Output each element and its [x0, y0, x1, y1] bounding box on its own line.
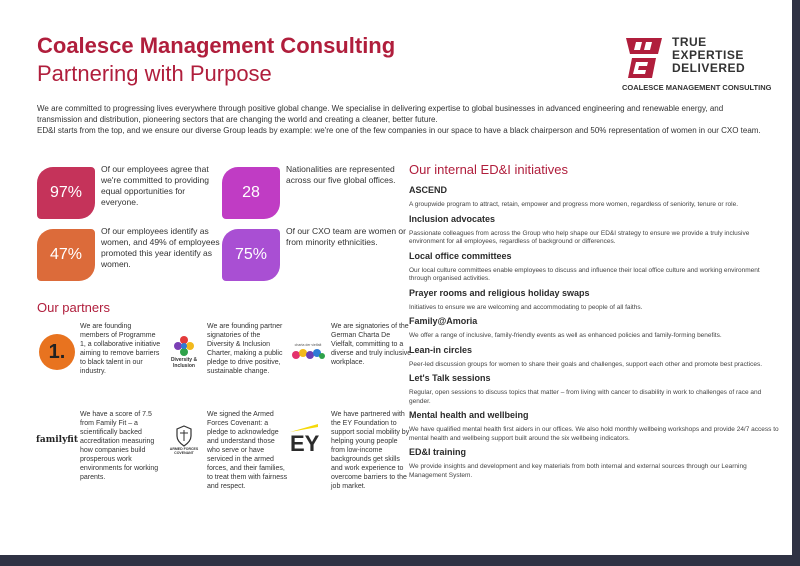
initiative-desc: Our local culture committees enable employees to discuss and influence their local office culture and working environment through organised activities.: [409, 266, 760, 282]
ey-logo-text: EY: [290, 431, 320, 456]
stat-card: [222, 226, 412, 284]
initiative-title: ASCEND: [409, 185, 448, 195]
ey-logo: [288, 410, 330, 470]
logo-line-2: EXPERTISE: [672, 48, 744, 62]
stat-value: 28: [222, 167, 280, 219]
stat-card: [222, 164, 412, 222]
initiative-title: Lean-in circles: [409, 344, 473, 355]
partner-text: We are signatories of the German Charta De Vielfalt, committing to a diverse and truly inclusive workplace.: [331, 323, 412, 366]
partner-ey: [288, 410, 413, 510]
page-title: Coalesce Management Consulting: [37, 33, 396, 58]
initiative-item: [409, 316, 779, 341]
initiative-title: Local office committees: [409, 250, 512, 261]
armed-forces-logo-text: ARMED FORCES COVENANT: [169, 446, 199, 455]
programme1-logo: [37, 322, 77, 382]
programme1-logo-text: 1.: [39, 334, 75, 370]
initiative-title: Prayer rooms and religious holiday swaps: [409, 287, 590, 298]
initiatives-heading: Our internal ED&I initiatives: [409, 162, 568, 177]
stat-text: Of our employees agree that we're committed to providing equal opportunities for everyone.: [101, 164, 209, 207]
partner-programme1: [37, 322, 162, 422]
initiative-desc: Passionate colleagues from across the Group who help shape our ED&I strategy to ensure we provide a truly inclusive environment for all employees, regardless of background or differences.: [409, 229, 750, 245]
initiative-item: [409, 447, 779, 480]
initiative-item: [409, 251, 779, 284]
charta-dots-icon: [291, 347, 325, 361]
initiative-item: [409, 288, 779, 313]
logo-mark-icon: [622, 36, 666, 80]
initiative-item: [409, 214, 779, 247]
initiative-desc: We offer a range of inclusive, family-friendly events as well as enhanced policies and family-forming benefits.: [409, 332, 722, 339]
initiative-title: ED&I training: [409, 447, 467, 457]
initiatives-list: [409, 185, 779, 484]
partner-familyfit: [37, 410, 162, 510]
initiative-desc: Regular, open sessions to discuss topics that matter – from living with cancer to disability in work to challenges of race and gender.: [409, 389, 762, 405]
stat-value: 47%: [37, 229, 95, 281]
crest-icon: [175, 425, 193, 447]
partner-text: We are founding partner signatories of the Diversity & Inclusion Charter, making a public pledge to drive positive, sustainable change.: [207, 323, 283, 375]
partner-text: We have partnered with the EY Foundation to support social mobility by helping young people from low-income backgrounds get skills and work experience to overcome barriers to the job market.: [331, 411, 410, 490]
logo-line-3: DELIVERED: [672, 61, 746, 75]
charta-logo: [288, 322, 328, 382]
logo-wordmark: [672, 36, 745, 75]
stat-card: [37, 164, 227, 222]
initiative-desc: Initiatives to ensure we are welcoming and accommodating to people of all faiths.: [409, 303, 643, 311]
initiative-desc: A groupwide program to attract, retain, empower and progress more women, regardless of seniority, tenure or role.: [409, 201, 739, 208]
partner-charta: [288, 322, 413, 422]
initiative-item: [409, 410, 779, 443]
initiative-desc: We have qualified mental health first aiders in our offices. We also hold monthly wellbeing workshops and provide 24/7 access to mental health and wellbeing support built around the six wellbeing indicators.: [409, 426, 779, 442]
armed-forces-logo: [164, 410, 204, 470]
initiative-item: [409, 373, 779, 406]
partner-text: We signed the Armed Forces Covenant: a pledge to acknowledge and understand those who serve or have serviced in the armed forces, and their families, to treat them with fairness and respect.: [207, 411, 288, 490]
initiative-item: [409, 345, 779, 370]
diversity-logo: [164, 322, 204, 382]
stat-text: Nationalities are represented across our five global offices.: [286, 164, 396, 185]
page-subtitle: Partnering with Purpose: [37, 61, 272, 86]
stat-value: 97%: [37, 167, 95, 219]
intro-paragraph-1: We are committed to progressing lives everywhere through positive global change. We specialise in delivering expertise to global businesses in advanced engineering and renewable energy, and transmission and distribution, pioneering sectors that are changing the world and creating a cleaner, better future.: [37, 104, 724, 124]
initiative-title: Family@Amoria: [409, 316, 478, 326]
partner-armed-forces: [164, 410, 289, 510]
familyfit-logo-text: familyfit: [36, 435, 78, 445]
logo-caption: COALESCE MANAGEMENT CONSULTING: [622, 83, 772, 92]
stat-text: Of our employees identify as women, and 49% of employees promoted this year identify as women.: [101, 226, 220, 269]
stat-text: Of our CXO team are women or from minority ethnicities.: [286, 226, 406, 247]
partners-heading: Our partners: [37, 300, 110, 315]
initiative-title: Inclusion advocates: [409, 213, 496, 224]
initiative-desc: Peer-led discussion groups for women to share their goals and challenges, support each other and promote best practices.: [409, 360, 763, 368]
initiative-item: [409, 185, 779, 210]
initiative-desc: We provide insights and development and key materials from both internal and external sources through our Learning Management System.: [409, 463, 747, 479]
stat-value: 75%: [222, 229, 280, 281]
intro-text: [37, 103, 767, 136]
partner-diversity-charter: [164, 322, 289, 422]
diversity-logo-text: Diversity & Inclusion: [170, 357, 198, 369]
partner-text: We have a score of 7.5 from Family Fit – a scientifically backed accreditation measuring how companies build prosperous work environments for working parents.: [80, 411, 159, 481]
flower-icon: [173, 335, 195, 357]
logo-line-1: TRUE: [672, 35, 707, 49]
initiative-title: Mental health and wellbeing: [409, 410, 529, 420]
charta-logo-text: charta der vielfalt: [294, 343, 322, 347]
stat-card: [37, 226, 227, 284]
familyfit-logo: [37, 410, 77, 470]
company-logo: [622, 36, 772, 96]
intro-paragraph-2: ED&I starts from the top, and we ensure our diverse Group leads by example: we're one of the few companies in our space to have a black chairperson and 50% representation of women in our CXO team.: [37, 126, 761, 135]
partner-text: We are founding members of Programme 1, a collaborative initiative aiming to remove barriers to black talent in our industry.: [80, 323, 161, 375]
initiative-title: Let's Talk sessions: [409, 373, 491, 383]
